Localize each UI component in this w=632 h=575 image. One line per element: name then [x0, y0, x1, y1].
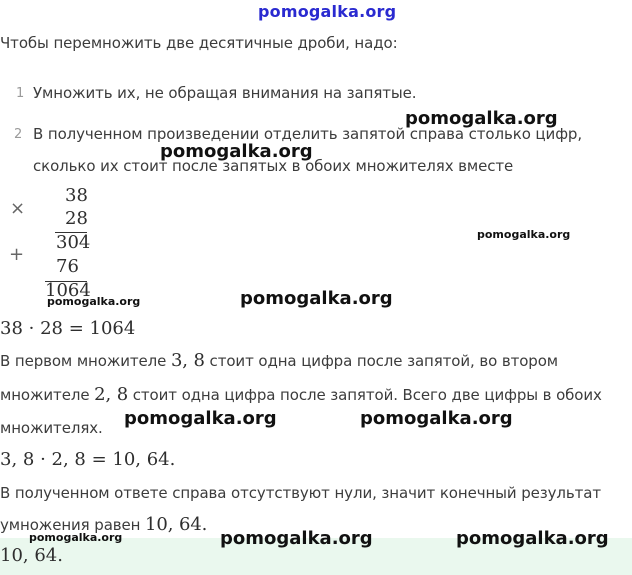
step-1-text: Умножить их, не обращая внимания на запятые. — [33, 84, 417, 102]
factor-1-value: 3, 8 — [170, 350, 205, 371]
equation-integers: 38 · 28 = 1064 — [0, 318, 136, 339]
final-answer: 10, 64. — [0, 545, 63, 566]
factor-a: 38 — [65, 185, 88, 206]
para-2-line-2: умножения равен 10, 64. — [0, 514, 208, 535]
step-2-line-1: В полученном произведении отделить запятой справа столько цифр, — [33, 125, 583, 143]
step-2-number: 2 — [14, 127, 23, 142]
para-1-line-3: множителях. — [0, 419, 103, 437]
watermark: pomogalka.org — [477, 228, 571, 241]
column-result: 1064 — [45, 280, 91, 301]
para-2-line-1: В полученном ответе справа отсутствуют нули, значит конечный результат — [0, 484, 602, 502]
watermark-top: pomogalka.org — [258, 2, 397, 21]
partial-product-2: 76 — [56, 256, 79, 277]
factor-b: 28 — [65, 208, 88, 229]
watermark: pomogalka.org — [240, 288, 393, 309]
equation-decimals: 3, 8 · 2, 8 = 10, 64. — [0, 449, 176, 470]
watermark: pomogalka.org — [405, 108, 558, 129]
result-inline: 10, 64. — [145, 514, 208, 535]
multiply-sign: × — [10, 198, 26, 219]
watermark: pomogalka.org — [124, 408, 277, 429]
watermark: pomogalka.org — [160, 141, 313, 162]
watermark: pomogalka.org — [456, 528, 609, 549]
watermark: pomogalka.org — [360, 408, 513, 429]
step-2-line-2: сколько их стоит после запятых в обоих множителях вместе — [33, 157, 514, 175]
para-1-line-1: В первом множителе 3, 8 стоит одна цифра после запятой, во втором — [0, 350, 559, 371]
watermark: pomogalka.org — [47, 295, 141, 308]
para-1-line-2: множителе 2, 8 стоит одна цифра после запятой. Всего две цифры в обоих — [0, 384, 602, 405]
watermark: pomogalka.org — [29, 531, 123, 544]
watermark: pomogalka.org — [220, 528, 373, 549]
step-1-number: 1 — [16, 86, 25, 101]
intro-text: Чтобы перемножить две десятичные дроби, надо: — [0, 34, 398, 52]
partial-product-1: 304 — [56, 232, 91, 253]
plus-sign: + — [9, 244, 25, 265]
factor-2-value: 2, 8 — [94, 384, 129, 405]
